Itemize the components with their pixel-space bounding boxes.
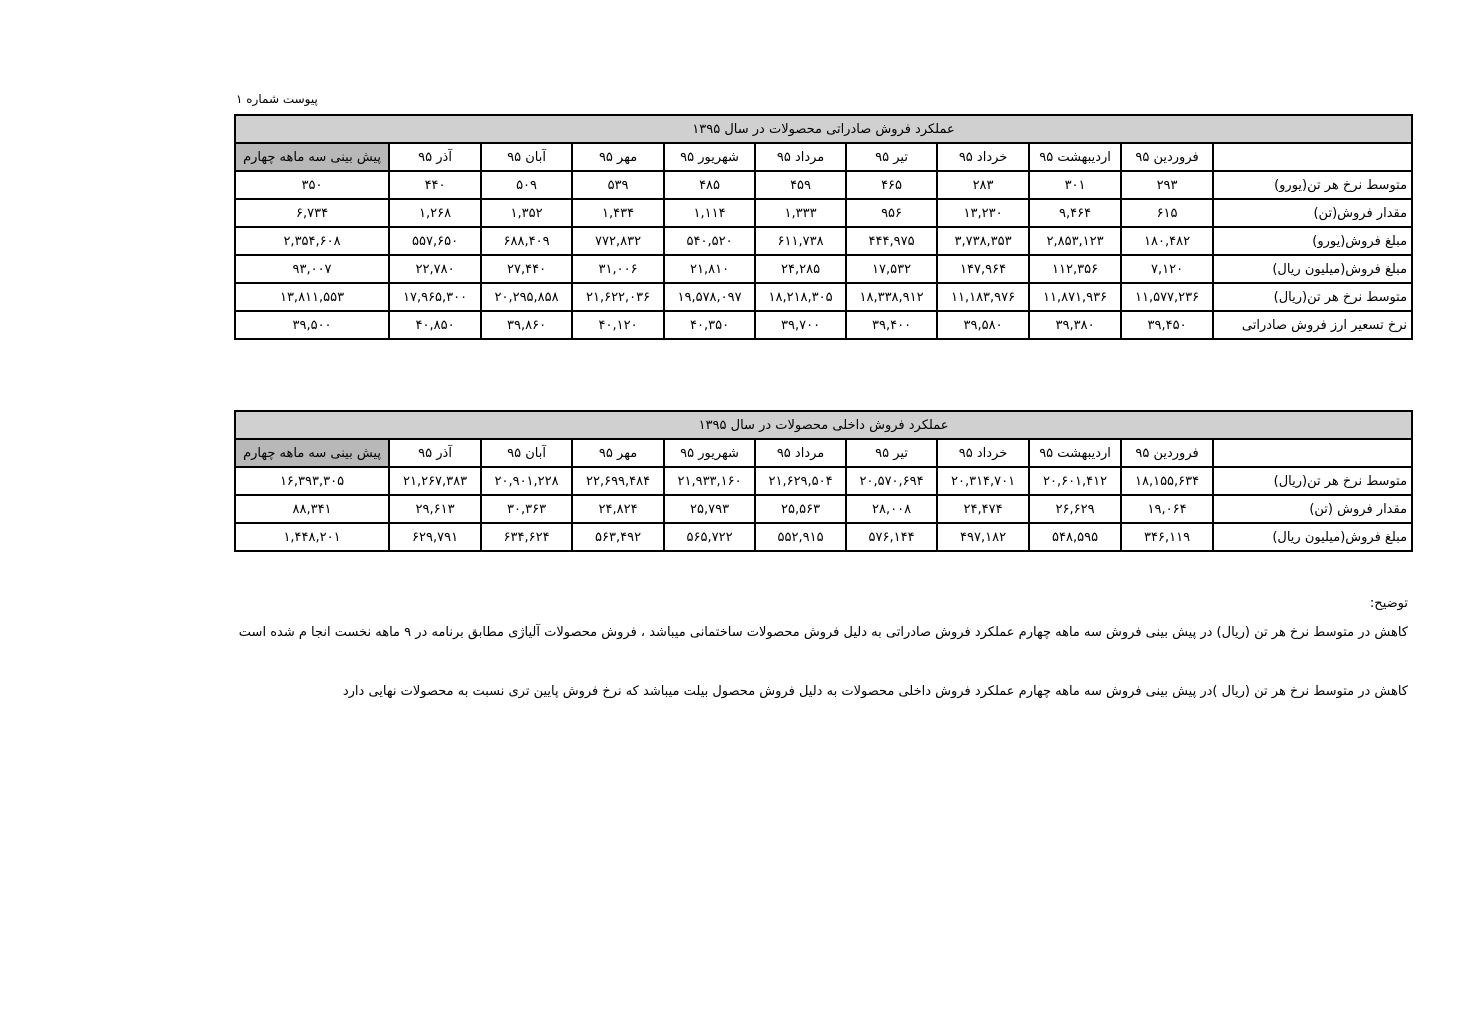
column-header: اردیبهشت ۹۵ [1029, 439, 1121, 467]
column-header: فروردین ۹۵ [1121, 439, 1213, 467]
cell: ۲۶,۶۲۹ [1029, 495, 1121, 523]
cell: ۱۹,۵۷۸,۰۹۷ [664, 283, 755, 311]
cell: ۲۲,۷۸۰ [389, 255, 481, 283]
cell: ۱۱,۱۸۳,۹۷۶ [937, 283, 1029, 311]
cell: ۱۴۷,۹۶۴ [937, 255, 1029, 283]
cell: ۱۸,۳۳۸,۹۱۲ [846, 283, 937, 311]
cell: ۲۱,۶۲۲,۰۳۶ [572, 283, 664, 311]
row-label: نرخ تسعیر ارز فروش صادراتی [1213, 311, 1412, 339]
row-label: متوسط نرخ هر تن(ریال) [1213, 467, 1412, 495]
cell: ۲۹۳ [1121, 171, 1213, 199]
cell: ۳۴۶,۱۱۹ [1121, 523, 1213, 551]
table-row [235, 311, 1412, 339]
cell: ۴۰,۸۵۰ [389, 311, 481, 339]
cell: ۱۱,۵۷۷,۲۳۶ [1121, 283, 1213, 311]
cell: ۲۱,۲۶۷,۳۸۳ [389, 467, 481, 495]
cell: ۲,۳۵۴,۶۰۸ [235, 227, 389, 255]
cell: ۲۵,۵۶۳ [755, 495, 846, 523]
table-title-row [235, 115, 1412, 143]
cell: ۲۲,۶۹۹,۴۸۴ [572, 467, 664, 495]
row-label: مقدار فروش (تن) [1213, 495, 1412, 523]
column-header: شهریور ۹۵ [664, 143, 755, 171]
cell: ۴۰,۳۵۰ [664, 311, 755, 339]
table-row [235, 467, 1412, 495]
cell: ۵۳۹ [572, 171, 664, 199]
cell: ۱,۳۵۲ [481, 199, 572, 227]
row-label: مبلغ فروش(یورو) [1213, 227, 1412, 255]
cell: ۹۳,۰۰۷ [235, 255, 389, 283]
forecast-column-header: پیش بینی سه ماهه چهارم [235, 439, 389, 467]
cell: ۵۵۷,۶۵۰ [389, 227, 481, 255]
note-line: کاهش در متوسط نرخ هر تن (ریال) در پیش بینی فروش سه ماهه چهارم عملکرد فروش صادراتی به دلیل فروش محصولات ساختمانی میباشد ، فروش محصولات آلیاژی مطابق برنامه در ۹ ماهه نخست انجا م شده است [238, 625, 1408, 640]
cell: ۱۳,۸۱۱,۵۵۳ [235, 283, 389, 311]
cell: ۱۶,۳۹۳,۳۰۵ [235, 467, 389, 495]
cell: ۵۵۲,۹۱۵ [755, 523, 846, 551]
table-row [235, 227, 1412, 255]
cell: ۵۰۹ [481, 171, 572, 199]
header-row [235, 439, 1412, 467]
cell: ۳۹,۴۰۰ [846, 311, 937, 339]
cell: ۴۰,۱۲۰ [572, 311, 664, 339]
cell: ۲۰,۲۹۵,۸۵۸ [481, 283, 572, 311]
row-label: مقدار فروش(تن) [1213, 199, 1412, 227]
cell: ۸۸,۳۴۱ [235, 495, 389, 523]
cell: ۳۹,۳۸۰ [1029, 311, 1121, 339]
cell: ۷۷۲,۸۳۲ [572, 227, 664, 255]
cell: ۹۵۶ [846, 199, 937, 227]
column-header: تیر ۹۵ [846, 439, 937, 467]
column-header: آذر ۹۵ [389, 143, 481, 171]
table-row [235, 199, 1412, 227]
cell: ۳۰,۳۶۳ [481, 495, 572, 523]
cell: ۱۷,۵۳۲ [846, 255, 937, 283]
cell: ۳,۷۳۸,۳۵۳ [937, 227, 1029, 255]
cell: ۵۷۶,۱۴۴ [846, 523, 937, 551]
cell: ۱۱۲,۳۵۶ [1029, 255, 1121, 283]
cell: ۱۷,۹۶۵,۳۰۰ [389, 283, 481, 311]
cell: ۱,۱۱۴ [664, 199, 755, 227]
cell: ۱۱,۸۷۱,۹۳۶ [1029, 283, 1121, 311]
cell: ۳۵۰ [235, 171, 389, 199]
cell: ۶,۷۳۴ [235, 199, 389, 227]
cell: ۳۹,۴۵۰ [1121, 311, 1213, 339]
cell: ۲۰,۵۷۰,۶۹۴ [846, 467, 937, 495]
table-title: عملکرد فروش صادراتی محصولات در سال ۱۳۹۵ [235, 115, 1412, 143]
cell: ۲۷,۴۴۰ [481, 255, 572, 283]
column-header: شهریور ۹۵ [664, 439, 755, 467]
cell: ۲,۸۵۳,۱۲۳ [1029, 227, 1121, 255]
cell: ۳۱,۰۰۶ [572, 255, 664, 283]
cell: ۶۸۸,۴۰۹ [481, 227, 572, 255]
cell: ۲۰,۳۱۴,۷۰۱ [937, 467, 1029, 495]
row-label: متوسط نرخ هر تن(یورو) [1213, 171, 1412, 199]
column-header: آبان ۹۵ [481, 143, 572, 171]
cell: ۱۸,۱۵۵,۶۳۴ [1121, 467, 1213, 495]
cell: ۲۴,۲۸۵ [755, 255, 846, 283]
cell: ۲۹,۶۱۳ [389, 495, 481, 523]
table-title: عملکرد فروش داخلی محصولات در سال ۱۳۹۵ [235, 411, 1412, 439]
cell: ۲۰,۹۰۱,۲۲۸ [481, 467, 572, 495]
cell: ۲۱,۹۳۳,۱۶۰ [664, 467, 755, 495]
cell: ۲۱,۸۱۰ [664, 255, 755, 283]
cell: ۱۸۰,۴۸۲ [1121, 227, 1213, 255]
table-row [235, 171, 1412, 199]
column-header: تیر ۹۵ [846, 143, 937, 171]
cell: ۵۴۰,۵۲۰ [664, 227, 755, 255]
column-header: فروردین ۹۵ [1121, 143, 1213, 171]
cell: ۴۴۴,۹۷۵ [846, 227, 937, 255]
row-label: مبلغ فروش(میلیون ریال) [1213, 255, 1412, 283]
column-header: آبان ۹۵ [481, 439, 572, 467]
cell: ۵۶۵,۷۲۲ [664, 523, 755, 551]
export-sales-table [234, 114, 1413, 340]
column-header: مرداد ۹۵ [755, 143, 846, 171]
cell: ۲۵,۷۹۳ [664, 495, 755, 523]
cell: ۶۳۴,۶۲۴ [481, 523, 572, 551]
cell: ۳۹,۵۰۰ [235, 311, 389, 339]
note-line: کاهش در متوسط نرخ هر تن (ریال )در پیش بینی فروش سه ماهه چهارم عملکرد فروش داخلی محصولات به دلیل فروش محصول بیلت میباشد که نرخ فروش پایین تری نسبت به محصولات نهایی دارد [342, 684, 1408, 699]
column-header: مهر ۹۵ [572, 143, 664, 171]
cell: ۴۴۰ [389, 171, 481, 199]
cell: ۲۱,۶۲۹,۵۰۴ [755, 467, 846, 495]
domestic-sales-table [234, 410, 1413, 552]
table-row [235, 523, 1412, 551]
cell: ۲۰,۶۰۱,۴۱۲ [1029, 467, 1121, 495]
cell: ۷,۱۲۰ [1121, 255, 1213, 283]
cell: ۶۱۱,۷۳۸ [755, 227, 846, 255]
cell: ۳۹,۵۸۰ [937, 311, 1029, 339]
cell: ۱,۲۶۸ [389, 199, 481, 227]
cell: ۲۸,۰۰۸ [846, 495, 937, 523]
cell: ۶۲۹,۷۹۱ [389, 523, 481, 551]
cell: ۱,۴۳۴ [572, 199, 664, 227]
cell: ۵۴۸,۵۹۵ [1029, 523, 1121, 551]
cell: ۱۹,۰۶۴ [1121, 495, 1213, 523]
header-row [235, 143, 1412, 171]
cell: ۴۸۵ [664, 171, 755, 199]
table-row [235, 495, 1412, 523]
cell: ۳۰۱ [1029, 171, 1121, 199]
cell: ۳۹,۷۰۰ [755, 311, 846, 339]
column-header: اردیبهشت ۹۵ [1029, 143, 1121, 171]
table-title-row [235, 411, 1412, 439]
cell: ۳۹,۸۶۰ [481, 311, 572, 339]
column-header: خرداد ۹۵ [937, 143, 1029, 171]
notes-title: توضیح: [1369, 596, 1408, 611]
cell: ۱,۳۳۳ [755, 199, 846, 227]
column-header: خرداد ۹۵ [937, 439, 1029, 467]
row-label: متوسط نرخ هر تن(ریال) [1213, 283, 1412, 311]
cell: ۱,۴۴۸,۲۰۱ [235, 523, 389, 551]
cell: ۲۸۳ [937, 171, 1029, 199]
column-header: مرداد ۹۵ [755, 439, 846, 467]
cell: ۴۵۹ [755, 171, 846, 199]
column-header: آذر ۹۵ [389, 439, 481, 467]
cell: ۶۱۵ [1121, 199, 1213, 227]
table-row [235, 283, 1412, 311]
table-row [235, 255, 1412, 283]
forecast-column-header: پیش بینی سه ماهه چهارم [235, 143, 389, 171]
cell: ۲۴,۴۷۴ [937, 495, 1029, 523]
cell: ۹,۴۶۴ [1029, 199, 1121, 227]
cell: ۱۸,۲۱۸,۳۰۵ [755, 283, 846, 311]
cell: ۴۹۷,۱۸۲ [937, 523, 1029, 551]
header-corner [1213, 439, 1412, 467]
cell: ۱۳,۲۳۰ [937, 199, 1029, 227]
cell: ۴۶۵ [846, 171, 937, 199]
column-header: مهر ۹۵ [572, 439, 664, 467]
header-corner [1213, 143, 1412, 171]
cell: ۲۴,۸۲۴ [572, 495, 664, 523]
row-label: مبلغ فروش(میلیون ریال) [1213, 523, 1412, 551]
cell: ۵۶۳,۴۹۲ [572, 523, 664, 551]
attachment-label: پیوست شماره ۱ [236, 92, 318, 106]
